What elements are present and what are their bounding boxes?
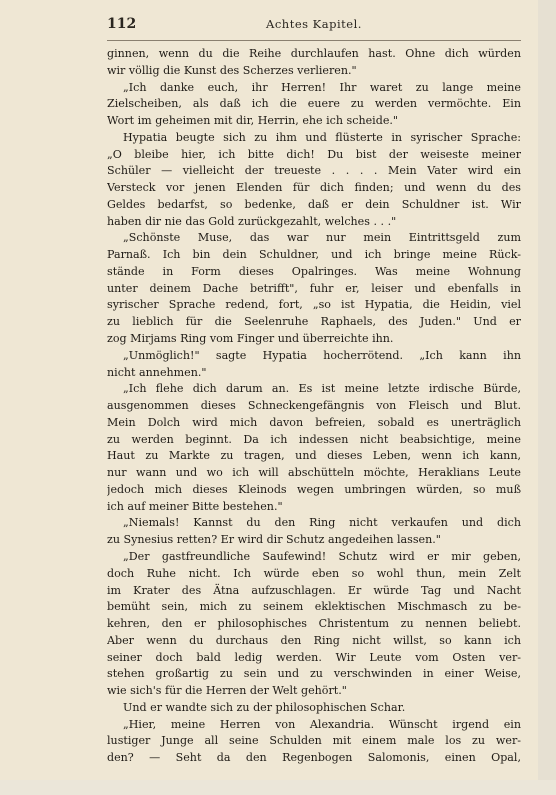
text-line: seiner doch bald ledig werden. Wir Leute vom Osten ver- xyxy=(107,650,521,664)
header-rule xyxy=(107,40,521,41)
text-line: Parnaß. Ich bin dein Schuldner, und ich bringe meine Rück- xyxy=(107,248,521,262)
text-line: „Ich danke euch, ihr Herren! Ihr waret zu lange meine xyxy=(123,80,521,94)
text-line: „Ich flehe dich darum an. Es ist meine letzte irdische Bürde, xyxy=(123,382,521,396)
text-line: zu Synesius retten? Er wird dir Schutz angedeihen lassen." xyxy=(107,533,441,547)
text-line: den? — Seht da den Regenbogen Salomonis, einen Opal, xyxy=(107,751,521,765)
scan-margin-right xyxy=(538,0,556,795)
text-line: „Der gastfreundliche Saufewind! Schutz wird er mir geben, xyxy=(123,549,521,563)
text-line: zu lieblich für die Seelenruhe Raphaels, des Juden." Und er xyxy=(107,315,521,329)
text-line: jedoch mich dieses Kleinods wegen umbringen würden, so muß xyxy=(107,482,521,496)
running-head xyxy=(107,14,521,36)
text-line: zu werden beginnt. Da ich indessen nicht beabsichtige, meine xyxy=(107,432,521,446)
text-line: Schüler — vielleicht der treueste . . . . Mein Vater wird ein xyxy=(107,164,521,178)
text-line: unter deinem Dache betrifft", fuhr er, leiser und ebenfalls in xyxy=(107,281,521,295)
text-line: stehen großartig zu sein und zu verschwinden in einer Weise, xyxy=(107,667,521,681)
text-line: ausgenommen dieses Schneckengefängnis von Fleisch und Blut. xyxy=(107,399,521,413)
text-line: Haut zu Markte zu tragen, und dieses Leben, wenn ich kann, xyxy=(107,449,521,463)
text-line: syrischer Sprache redend, fort, „so ist Hypatia, die Heidin, viel xyxy=(107,298,521,312)
text-line: zog Mirjams Ring vom Finger und überreichte ihn. xyxy=(107,332,394,346)
text-line: Zielscheiben, als daß ich die euere zu werden vermöchte. Ein xyxy=(107,97,521,111)
text-line: „Hier, meine Herren von Alexandria. Wünscht irgend ein xyxy=(123,717,521,731)
text-line: haben dir nie das Gold zurückgezahlt, welches . . ." xyxy=(107,214,397,228)
text-line: „Unmöglich!" sagte Hypatia hocherrötend. „Ich kann ihn xyxy=(123,348,521,362)
text-line: Versteck vor jenen Elenden für dich finden; und wenn du des xyxy=(107,181,521,195)
page-number: 112 xyxy=(107,16,137,32)
text-line: wir völlig die Kunst des Scherzes verlieren." xyxy=(107,63,357,77)
text-line: lustiger Junge all seine Schulden mit einem male los zu wer- xyxy=(107,734,521,748)
text-line: doch Ruhe nicht. Ich würde eben so wohl thun, mein Zelt xyxy=(107,566,521,580)
text-line: ginnen, wenn du die Reihe durchlaufen hast. Ohne dich würden xyxy=(107,47,521,60)
text-line: nicht annehmen." xyxy=(107,365,207,379)
text-line: Und er wandte sich zu der philosophischen Schar. xyxy=(123,700,406,714)
text-line: Hypatia beugte sich zu ihm und flüsterte in syrischer Sprache: xyxy=(123,130,521,144)
text-line: stände in Form dieses Opalringes. Was meine Wohnung xyxy=(107,264,521,278)
text-line: ich auf meiner Bitte bestehen." xyxy=(107,499,283,513)
text-line: Geldes bedarfst, so bedenke, daß er dein Schuldner ist. Wir xyxy=(107,197,521,211)
text-line: Wort im geheimen mit dir, Herrin, ehe ich scheide." xyxy=(107,114,399,128)
text-line: „Schönste Muse, das war nur mein Eintrittsgeld zum xyxy=(123,231,521,245)
text-line: nur wann und wo ich will abschütteln möchte, Heraklians Leute xyxy=(107,466,521,480)
text-line: Aber wenn du durchaus den Ring nicht willst, so kann ich xyxy=(107,633,521,647)
chapter-title: Achtes Kapitel. xyxy=(266,17,362,31)
text-line: Mein Dolch wird mich davon befreien, sobald es unerträglich xyxy=(107,415,521,429)
text-line: im Krater des Ätna aufzuschlagen. Er würde Tag und Nacht xyxy=(107,583,521,597)
text-line: kehren, den er philosophisches Christentum zu nennen beliebt. xyxy=(107,617,521,631)
text-line: „O bleibe hier, ich bitte dich! Du bist der weiseste meiner xyxy=(107,147,521,161)
text-line: bemüht sein, mich zu seinem eklektischen Mischmasch zu be- xyxy=(107,600,521,614)
scan-margin-bottom xyxy=(0,780,556,795)
text-line: wie sich's für die Herren der Welt gehört." xyxy=(107,684,347,698)
text-line: „Niemals! Kannst du den Ring nicht verkaufen und dich xyxy=(123,516,521,530)
body-text xyxy=(107,46,521,767)
